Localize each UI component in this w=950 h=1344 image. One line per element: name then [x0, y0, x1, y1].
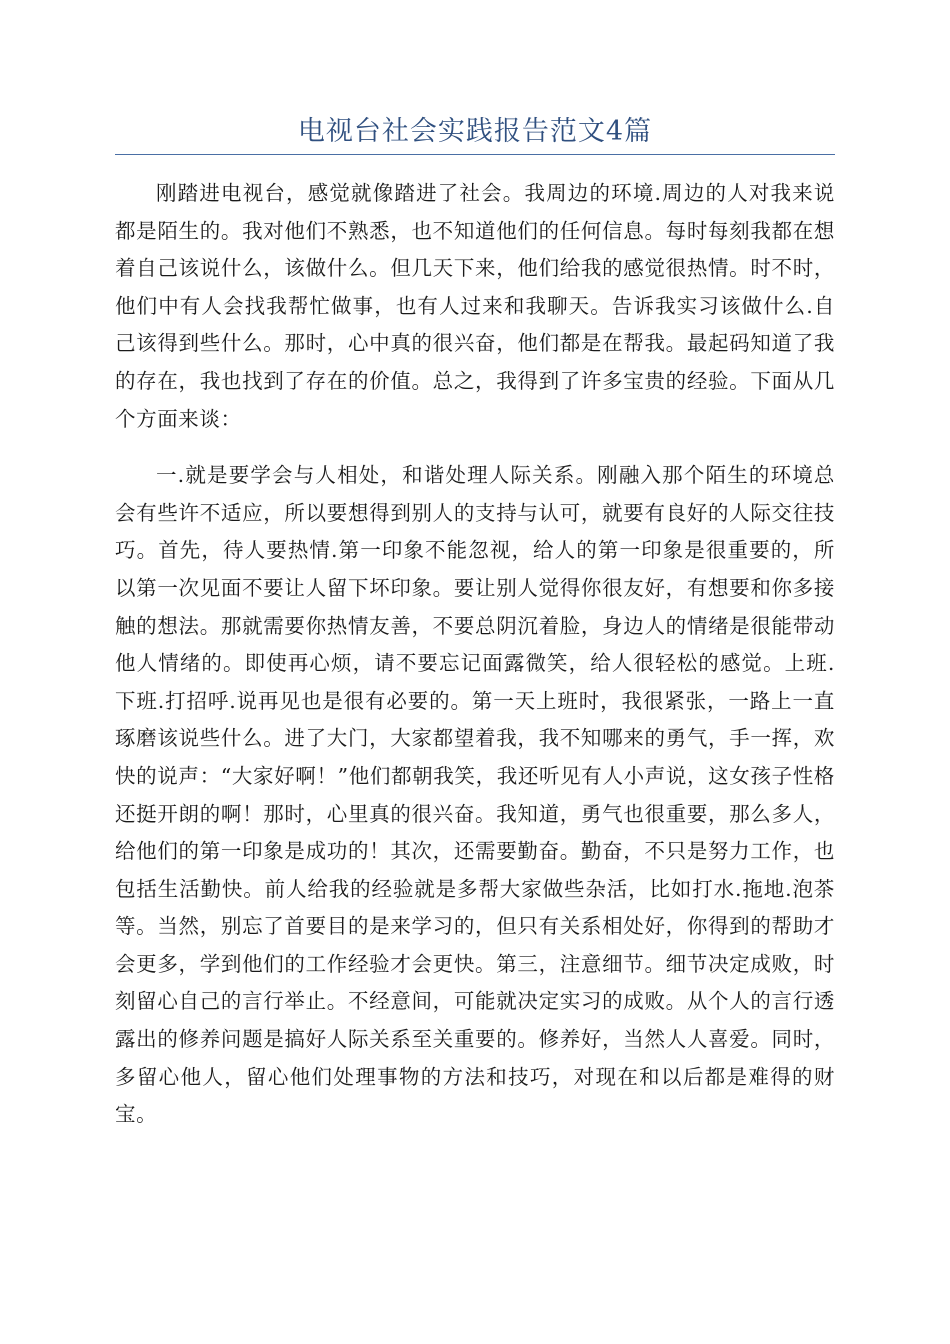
body-paragraph-intro: 刚踏进电视台，感觉就像踏进了社会。我周边的环境.周边的人对我来说都是陌生的。我对他们不熟悉，也不知道他们的任何信息。每时每刻我都在想着自己该说什么，该做什么。但几天下来，他们给我的感觉很热情。时不时，他们中有人会找我帮忙做事，也有人过来和我聊天。告诉我实习该做什么.自己该得到些什么。那时，心中真的很兴奋，他们都是在帮我。最起码知道了我的存在，我也找到了存在的价值。总之，我得到了许多宝贵的经验。下面从几个方面来谈： [115, 181, 835, 431]
page-title: 电视台社会实践报告范文4篇 [297, 116, 653, 147]
title-underline [115, 154, 835, 155]
body-paragraph-section-one: 一.就是要学会与人相处，和谐处理人际关系。刚融入那个陌生的环境总会有些许不适应，所以要想得到别人的支持与认可，就要有良好的人际交往技巧。首先，待人要热情.第一印象不能忽视，给人的第一印象是很重要的，所以第一次见面不要让人留下坏印象。要让别人觉得你很友好，有想要和你多接触的想法。那就需要你热情友善，不要总阴沉着脸，身边人的情绪是很能带动他人情绪的。即使再心烦，请不要忘记面露微笑，给人很轻松的感觉。上班.下班.打招呼.说再见也是很有必要的。第一天上班时，我很紧张，一路上一直琢磨该说些什么。进了大门，大家都望着我，我不知哪来的勇气，手一挥，欢快的说声：“大家好啊！”他们都朝我笑，我还听见有人小声说，这女孩子性格还挺开朗的啊！那时，心里真的很兴奋。我知道，勇气也很重要，那么多人，给他们的第一印象是成功的！其次，还需要勤奋。勤奋，不只是努力工作，也包括生活勤快。前人给我的经验就是多帮大家做些杂活，比如打水.拖地.泡茶等。当然，别忘了首要目的是来学习的，但只有关系相处好，你得到的帮助才会更多，学到他们的工作经验才会更快。第三，注意细节。细节决定成败，时刻留心自己的言行举止。不经意间，可能就决定实习的成败。从个人的言行透露出的修养问题是搞好人际关系至关重要的。修养好，当然人人喜爱。同时，多留心他人，留心他们处理事物的方法和技巧，对现在和以后都是难得的财宝。 [115, 463, 835, 1127]
document-body [115, 175, 835, 1134]
